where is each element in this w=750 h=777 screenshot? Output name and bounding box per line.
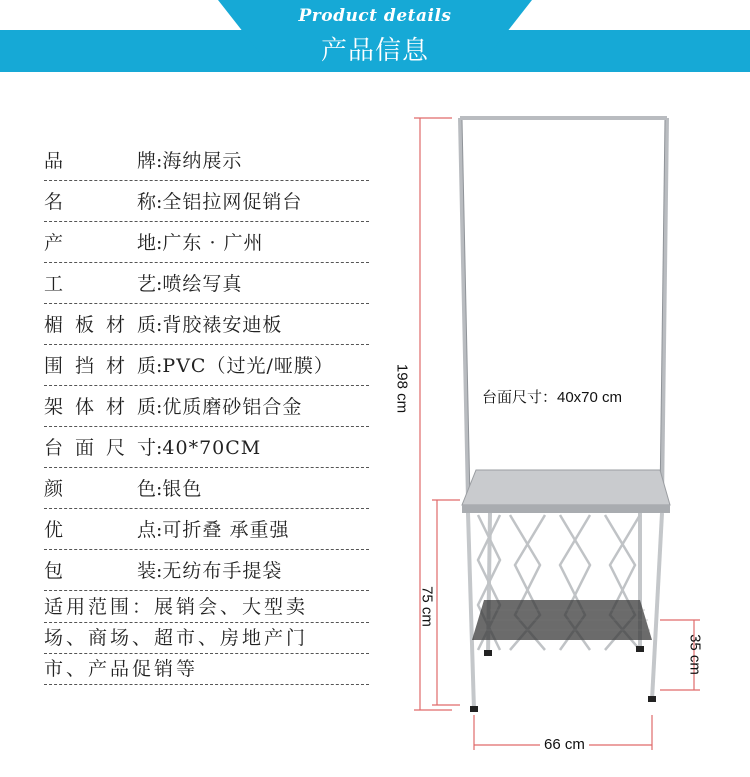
spec-row: 名称 : 全铝拉网促销台 bbox=[44, 181, 369, 222]
spec-label: 名称 bbox=[44, 191, 156, 213]
spec-row: 品牌 : 海纳展示 bbox=[44, 140, 369, 181]
spec-label: 优点 bbox=[44, 519, 156, 541]
spec-row: 工艺 : 喷绘写真 bbox=[44, 263, 369, 304]
total-height-label: 198 cm bbox=[393, 363, 411, 414]
spec-row: 产地 : 广东 · 广州 bbox=[44, 222, 369, 263]
spec-label: 工艺 bbox=[44, 273, 156, 295]
spec-label: 楣板材质 bbox=[44, 314, 156, 336]
spec-row: 优点 : 可折叠 承重强 bbox=[44, 509, 369, 550]
spec-value: 40*70CM bbox=[162, 437, 262, 459]
top-frame bbox=[460, 118, 667, 500]
spec-value: 银色 bbox=[162, 478, 203, 500]
spec-value: 喷绘写真 bbox=[162, 273, 243, 295]
spec-label: 围挡材质 bbox=[44, 355, 156, 377]
banner-title-cn: 产品信息 bbox=[320, 36, 429, 66]
spec-value: 背胶裱安迪板 bbox=[162, 314, 283, 336]
table-edge bbox=[462, 505, 670, 513]
usage-line: 场、商场、超市、房地产门 bbox=[44, 623, 369, 654]
spec-label: 产地 bbox=[44, 232, 156, 254]
shelf-height-label: 35 cm bbox=[686, 634, 704, 675]
dimension-lines bbox=[414, 118, 700, 750]
usage-line: 市、产品促销等 bbox=[44, 654, 369, 685]
banner-title-en: Product details bbox=[298, 6, 452, 26]
spec-row: 包装 : 无纺布手提袋 bbox=[44, 550, 369, 591]
spec-value: 全铝拉网促销台 bbox=[162, 191, 303, 213]
spec-value: 优质磨砂铝合金 bbox=[162, 396, 303, 418]
spec-value: PVC（过光/哑膜） bbox=[162, 355, 334, 377]
table-feet bbox=[470, 646, 656, 712]
table-top bbox=[462, 470, 670, 505]
spec-value: 海纳展示 bbox=[162, 150, 243, 172]
spec-value: 无纺布手提袋 bbox=[162, 560, 283, 582]
spec-label: 品牌 bbox=[44, 150, 156, 172]
spec-row: 楣板材质 : 背胶裱安迪板 bbox=[44, 304, 369, 345]
table-top-size-label: 台面尺寸：40x70 cm bbox=[482, 389, 623, 406]
spec-row: 围挡材质 : PVC（过光/哑膜） bbox=[44, 345, 369, 386]
usage-line: 适用范围：展销会、大型卖 bbox=[44, 592, 369, 623]
spec-label: 颜色 bbox=[44, 478, 156, 500]
spec-row: 台面尺寸 : 40*70CM bbox=[44, 427, 369, 468]
spec-value: 可折叠 承重强 bbox=[162, 519, 290, 541]
width-label: 66 cm bbox=[540, 736, 589, 753]
spec-label: 架体材质 bbox=[44, 396, 156, 418]
table-height-label: 75 cm bbox=[418, 586, 436, 627]
spec-label: 包装 bbox=[44, 560, 156, 582]
spec-row: 架体材质 : 优质磨砂铝合金 bbox=[44, 386, 369, 427]
spec-row: 颜色 : 银色 bbox=[44, 468, 369, 509]
spec-value: 广东 · 广州 bbox=[162, 232, 264, 254]
spec-label: 台面尺寸 bbox=[44, 437, 156, 459]
